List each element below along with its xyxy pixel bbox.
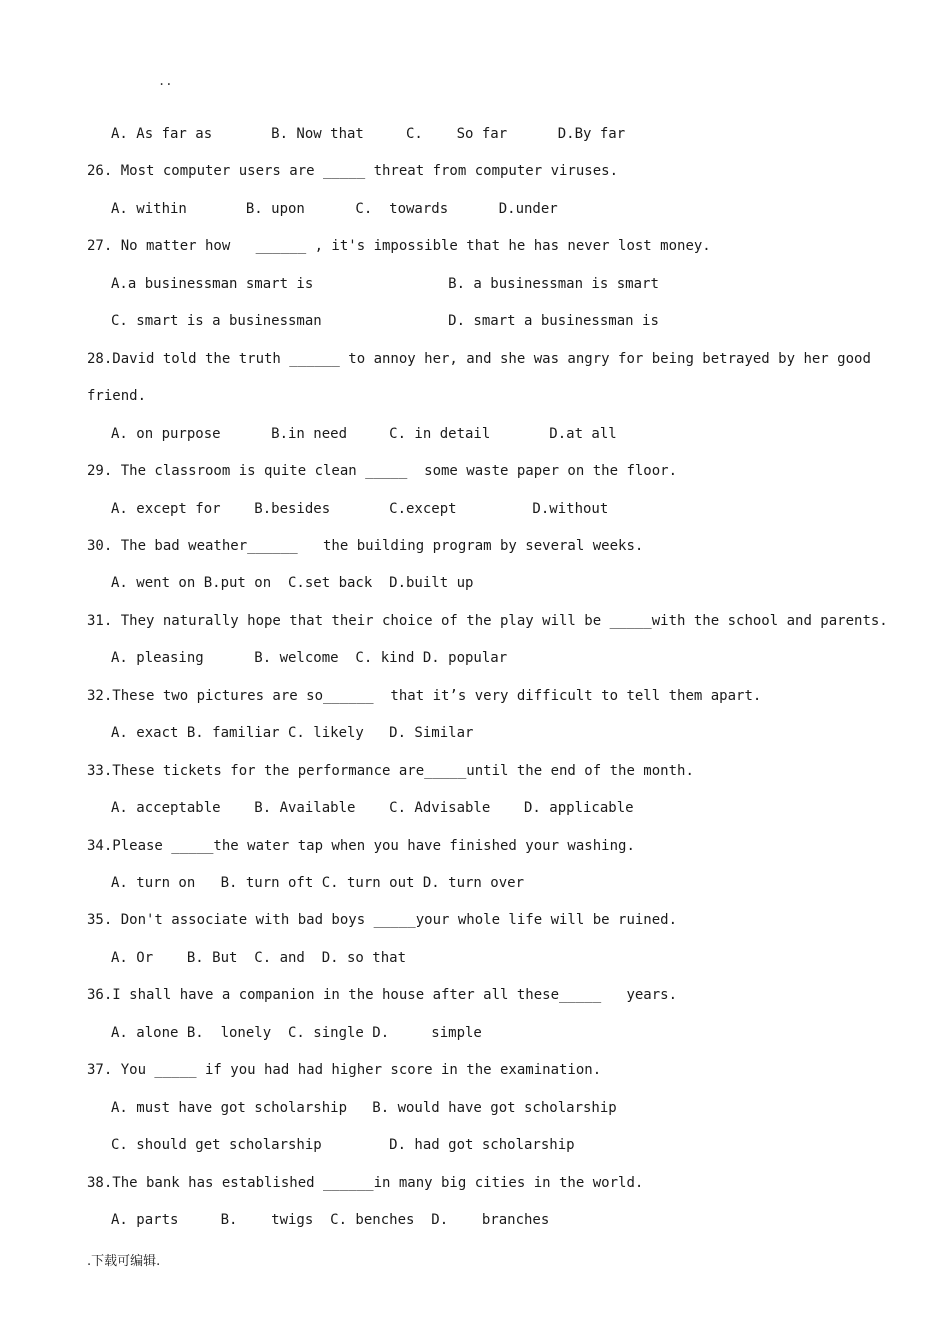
option-line: A. must have got scholarship B. would have got scholarship — [111, 1100, 617, 1116]
option-line: A. alone B. lonely C. single D. simple — [111, 1025, 482, 1041]
option-line: A. Or B. But C. and D. so that — [111, 950, 407, 966]
option-line: A. except for B.besides C.except D.without — [111, 501, 609, 517]
option-line: A. turn on B. turn oft C. turn out D. turn over — [111, 875, 525, 891]
page-footer: .下载可编辑. — [87, 1254, 161, 1269]
question-line: 28.David told the truth ______ to annoy her, and she was angry for being betrayed by her good — [87, 351, 871, 367]
question-line: 35. Don't associate with bad boys _____your whole life will be ruined. — [87, 912, 678, 928]
option-line: A. exact B. familiar C. likely D. Similar — [111, 725, 474, 741]
option-line: C. should get scholarship D. had got scholarship — [111, 1137, 575, 1153]
option-line: A. pleasing B. welcome C. kind D. popular — [111, 650, 508, 666]
question-line: friend. — [87, 388, 147, 404]
question-line: 27. No matter how ______ , it's impossible that he has never lost money. — [87, 238, 711, 254]
option-line: A. As far as B. Now that C. So far D.By far — [111, 126, 626, 142]
option-line: A. on purpose B.in need C. in detail D.at all — [111, 426, 617, 442]
option-line: A. parts B. twigs C. benches D. branches — [111, 1212, 550, 1228]
option-line: A.a businessman smart is B. a businessman is smart — [111, 276, 659, 292]
option-line: A. acceptable B. Available C. Advisable D. applicable — [111, 800, 634, 816]
question-line: 30. The bad weather______ the building program by several weeks. — [87, 538, 644, 554]
header-mark: .. — [158, 74, 173, 88]
question-line: 31. They naturally hope that their choice of the play will be _____with the school and parents. — [87, 613, 888, 629]
question-line: 37. You _____ if you had had higher score in the examination. — [87, 1062, 602, 1078]
option-line: A. went on B.put on C.set back D.built up — [111, 575, 474, 591]
question-line: 34.Please _____the water tap when you have finished your washing. — [87, 838, 635, 854]
option-line: A. within B. upon C. towards D.under — [111, 201, 558, 217]
question-line: 32.These two pictures are so______ that it’s very difficult to tell them apart. — [87, 688, 762, 704]
question-line: 33.These tickets for the performance are_____until the end of the month. — [87, 763, 694, 779]
question-line: 29. The classroom is quite clean _____ some waste paper on the floor. — [87, 463, 678, 479]
question-line: 38.The bank has established ______in many big cities in the world. — [87, 1175, 644, 1191]
option-line: C. smart is a businessman D. smart a businessman is — [111, 313, 659, 329]
question-line: 36.I shall have a companion in the house after all these_____ years. — [87, 987, 678, 1003]
question-line: 26. Most computer users are _____ threat from computer viruses. — [87, 163, 619, 179]
